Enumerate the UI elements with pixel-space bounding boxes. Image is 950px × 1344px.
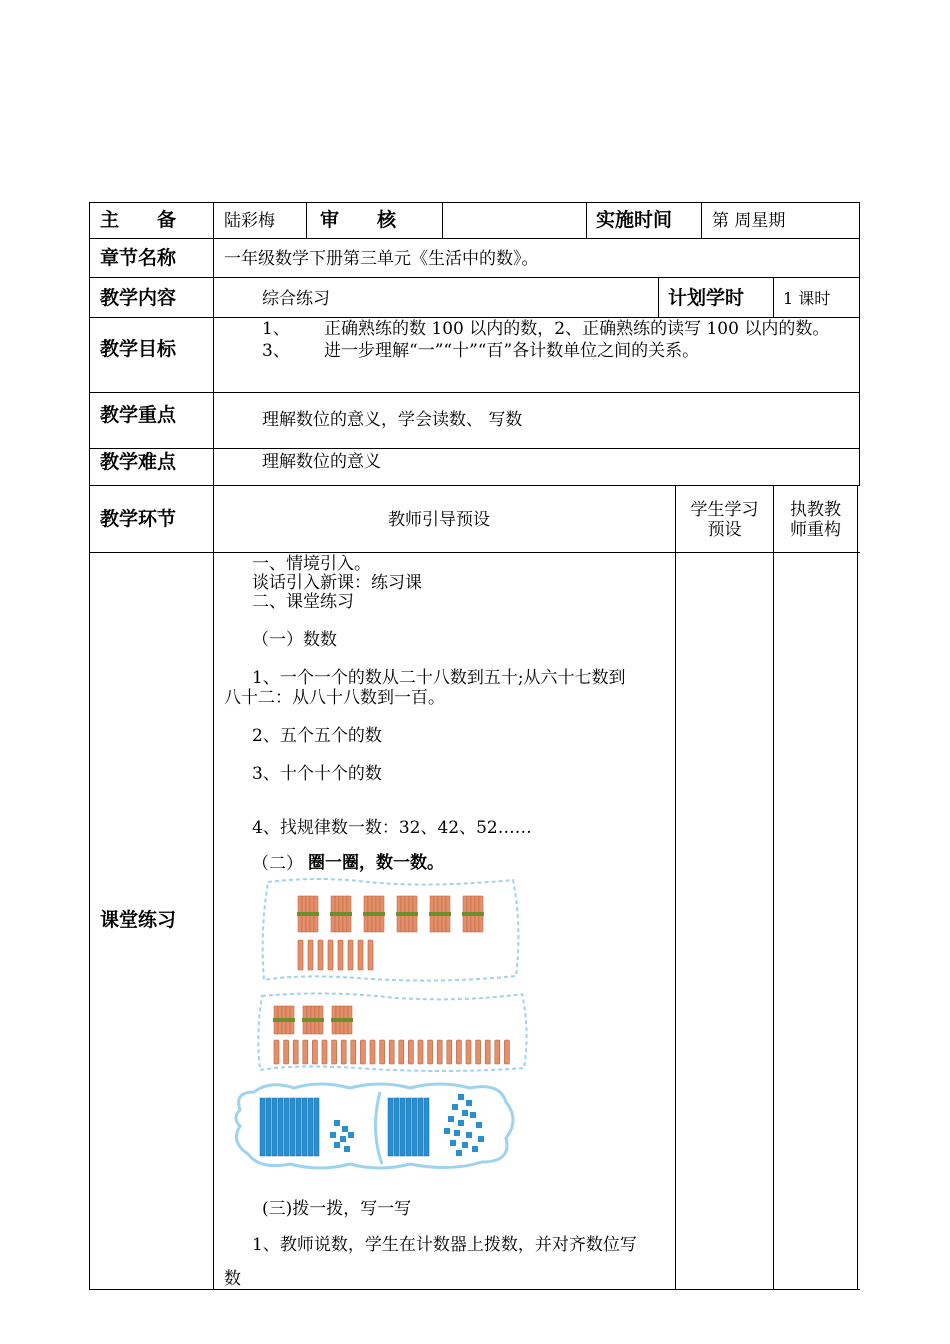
practice-line: 4、找规律数一数：32、42、52……: [252, 818, 532, 838]
practice-line: 3、十个十个的数: [252, 764, 382, 784]
stick: [303, 1040, 308, 1064]
ten-rod: [400, 1098, 405, 1156]
ten-rod: [394, 1098, 399, 1156]
unit-cube: [462, 1142, 468, 1148]
unit-cube: [448, 1116, 454, 1122]
ten-rod: [412, 1098, 417, 1156]
unit-cube: [334, 1120, 340, 1126]
rule: [442, 202, 443, 238]
unit-cube: [456, 1150, 462, 1156]
practice-label: 课堂练习: [100, 909, 177, 931]
rebuild-column-header-2: 师重构: [790, 520, 841, 540]
student-column-header-2: 预设: [707, 520, 742, 540]
rule: [89, 277, 860, 278]
rule: [213, 202, 214, 1289]
stick: [318, 940, 323, 970]
stick: [348, 940, 353, 970]
rule: [89, 202, 90, 1289]
ten-rod: [308, 1098, 313, 1156]
goals-label: 教学目标: [100, 338, 177, 360]
practice-line: 2、五个五个的数: [252, 726, 382, 746]
date-value: 第 周星期: [712, 211, 786, 231]
stick: [312, 1040, 317, 1064]
unit-cube: [478, 1136, 484, 1142]
practice-line: 二、课堂练习: [252, 592, 354, 612]
rule: [89, 485, 860, 486]
rule: [89, 317, 860, 318]
stick: [351, 1040, 356, 1064]
unit-cube: [334, 1142, 340, 1148]
difficulty-value: 理解数位的意义: [262, 452, 381, 472]
rule: [89, 1289, 860, 1290]
ten-rod: [424, 1098, 429, 1156]
unit-cube: [344, 1146, 350, 1152]
rule: [89, 238, 860, 239]
stick-bundle: [330, 896, 352, 932]
rule: [773, 485, 774, 1289]
ten-rod: [302, 1098, 307, 1156]
ten-rod: [406, 1098, 411, 1156]
sticks-picture-1: [258, 876, 524, 984]
practice-line: 八十二：从八十八数到一百。: [224, 688, 445, 708]
rule: [859, 202, 860, 486]
stick: [332, 1040, 337, 1064]
unit-cube: [476, 1122, 482, 1128]
stick-bundle: [462, 896, 484, 932]
stick: [428, 1040, 433, 1064]
stick: [389, 1040, 394, 1064]
stick: [380, 1040, 385, 1064]
ten-rod: [266, 1098, 271, 1156]
rebuild-column-header-1: 执教教: [790, 500, 841, 520]
unit-cube: [454, 1130, 460, 1136]
hours-label: 计划学时: [668, 287, 745, 309]
stick: [437, 1040, 442, 1064]
goal-2-number: 3、: [262, 341, 290, 361]
stick: [368, 940, 373, 970]
unit-cube: [462, 1110, 468, 1116]
ten-rod: [290, 1098, 295, 1156]
lead-label: 主 备: [100, 209, 177, 231]
ten-rod: [260, 1098, 265, 1156]
unit-cube: [472, 1146, 478, 1152]
stick: [328, 940, 333, 970]
ten-rod: [296, 1098, 301, 1156]
practice-line: 1、一个一个的数从二十八数到五十;从六十七数到: [252, 668, 626, 688]
stick-bundle: [396, 896, 418, 932]
stick: [360, 1040, 365, 1064]
rule: [89, 552, 860, 553]
rule: [675, 485, 676, 1289]
stick: [322, 1040, 327, 1064]
stick: [466, 1040, 471, 1064]
ten-rod: [278, 1098, 283, 1156]
hours-value: 1 课时: [783, 289, 831, 308]
stage-column-header: 教学环节: [100, 508, 177, 530]
stick-bundle: [429, 896, 451, 932]
unit-cube: [466, 1100, 472, 1106]
unit-cube: [340, 1136, 346, 1142]
unit-cube: [444, 1128, 450, 1134]
stick: [504, 1040, 509, 1064]
stick: [408, 1040, 413, 1064]
key-points-label: 教学重点: [100, 404, 177, 426]
cubes-picture: [230, 1080, 520, 1172]
stick: [298, 940, 303, 970]
stick: [476, 1040, 481, 1064]
stick: [456, 1040, 461, 1064]
ten-rod: [388, 1098, 393, 1156]
unit-cube: [342, 1126, 348, 1132]
stick: [341, 1040, 346, 1064]
practice-line: 谈话引入新课：练习课: [252, 573, 422, 593]
unit-cube: [450, 1140, 456, 1146]
goal-1-text: 正确熟练的数 100 以内的数，2、正确熟练的读写 100 以内的数。: [324, 319, 830, 339]
student-column-header-1: 学生学习: [690, 500, 759, 520]
unit-cube: [458, 1120, 464, 1126]
unit-cube: [452, 1104, 458, 1110]
chapter-value: 一年级数学下册第三单元《生活中的数》。: [224, 249, 539, 269]
stick-bundle: [363, 896, 385, 932]
stick: [418, 1040, 423, 1064]
ten-rod: [284, 1098, 289, 1156]
rule: [89, 202, 860, 203]
rule: [658, 277, 659, 317]
chapter-label: 章节名称: [100, 247, 177, 269]
stick-bundle: [273, 1006, 295, 1034]
unit-cube: [330, 1132, 336, 1138]
practice-line: 1、教师说数，学生在计数器上拨数，并对齐数位写: [252, 1235, 637, 1255]
unit-cube: [348, 1132, 354, 1138]
rule: [857, 485, 858, 1289]
difficulty-label: 教学难点: [100, 451, 177, 473]
unit-cube: [470, 1112, 476, 1118]
rule: [89, 448, 860, 449]
key-points-value: 理解数位的意义，学会读数、 写数: [262, 410, 523, 430]
stick: [284, 1040, 289, 1064]
rule: [701, 202, 702, 238]
content-label: 教学内容: [100, 287, 177, 309]
lead-value: 陆彩梅: [224, 211, 275, 231]
practice-heading-bold: 圈一圈，数一数。: [308, 853, 444, 873]
ten-rod: [314, 1098, 319, 1156]
goal-2-text: 进一步理解“一”“十”“百”各计数单位之间的关系。: [324, 341, 700, 361]
practice-line: 数: [224, 1269, 241, 1289]
stick-bundle: [297, 896, 319, 932]
rule: [89, 392, 860, 393]
stick: [293, 1040, 298, 1064]
content-value: 综合练习: [262, 289, 330, 309]
stick: [358, 940, 363, 970]
stick: [308, 940, 313, 970]
practice-line: （一）数数: [252, 630, 337, 650]
stick: [447, 1040, 452, 1064]
stick-bundle: [302, 1006, 324, 1034]
stick: [495, 1040, 500, 1064]
practice-line: （二）: [252, 854, 303, 874]
rule: [773, 277, 774, 317]
sticks-picture-2: [256, 990, 532, 1074]
ten-rod: [272, 1098, 277, 1156]
unit-cube: [458, 1094, 464, 1100]
stick: [274, 1040, 279, 1064]
date-label: 实施时间: [596, 209, 673, 231]
stick: [370, 1040, 375, 1064]
rule: [586, 202, 587, 238]
stick: [338, 940, 343, 970]
practice-line: (三)拨一拨，写一写: [262, 1199, 412, 1219]
ten-rod: [418, 1098, 423, 1156]
review-label: 审 核: [320, 209, 397, 231]
goal-1-number: 1、: [262, 319, 290, 339]
practice-line: 一、情境引入。: [252, 554, 371, 574]
teacher-column-header: 教师引导预设: [388, 510, 490, 530]
stick-bundle: [331, 1006, 353, 1034]
rule: [306, 202, 307, 238]
stick: [399, 1040, 404, 1064]
unit-cube: [466, 1132, 472, 1138]
stick: [485, 1040, 490, 1064]
